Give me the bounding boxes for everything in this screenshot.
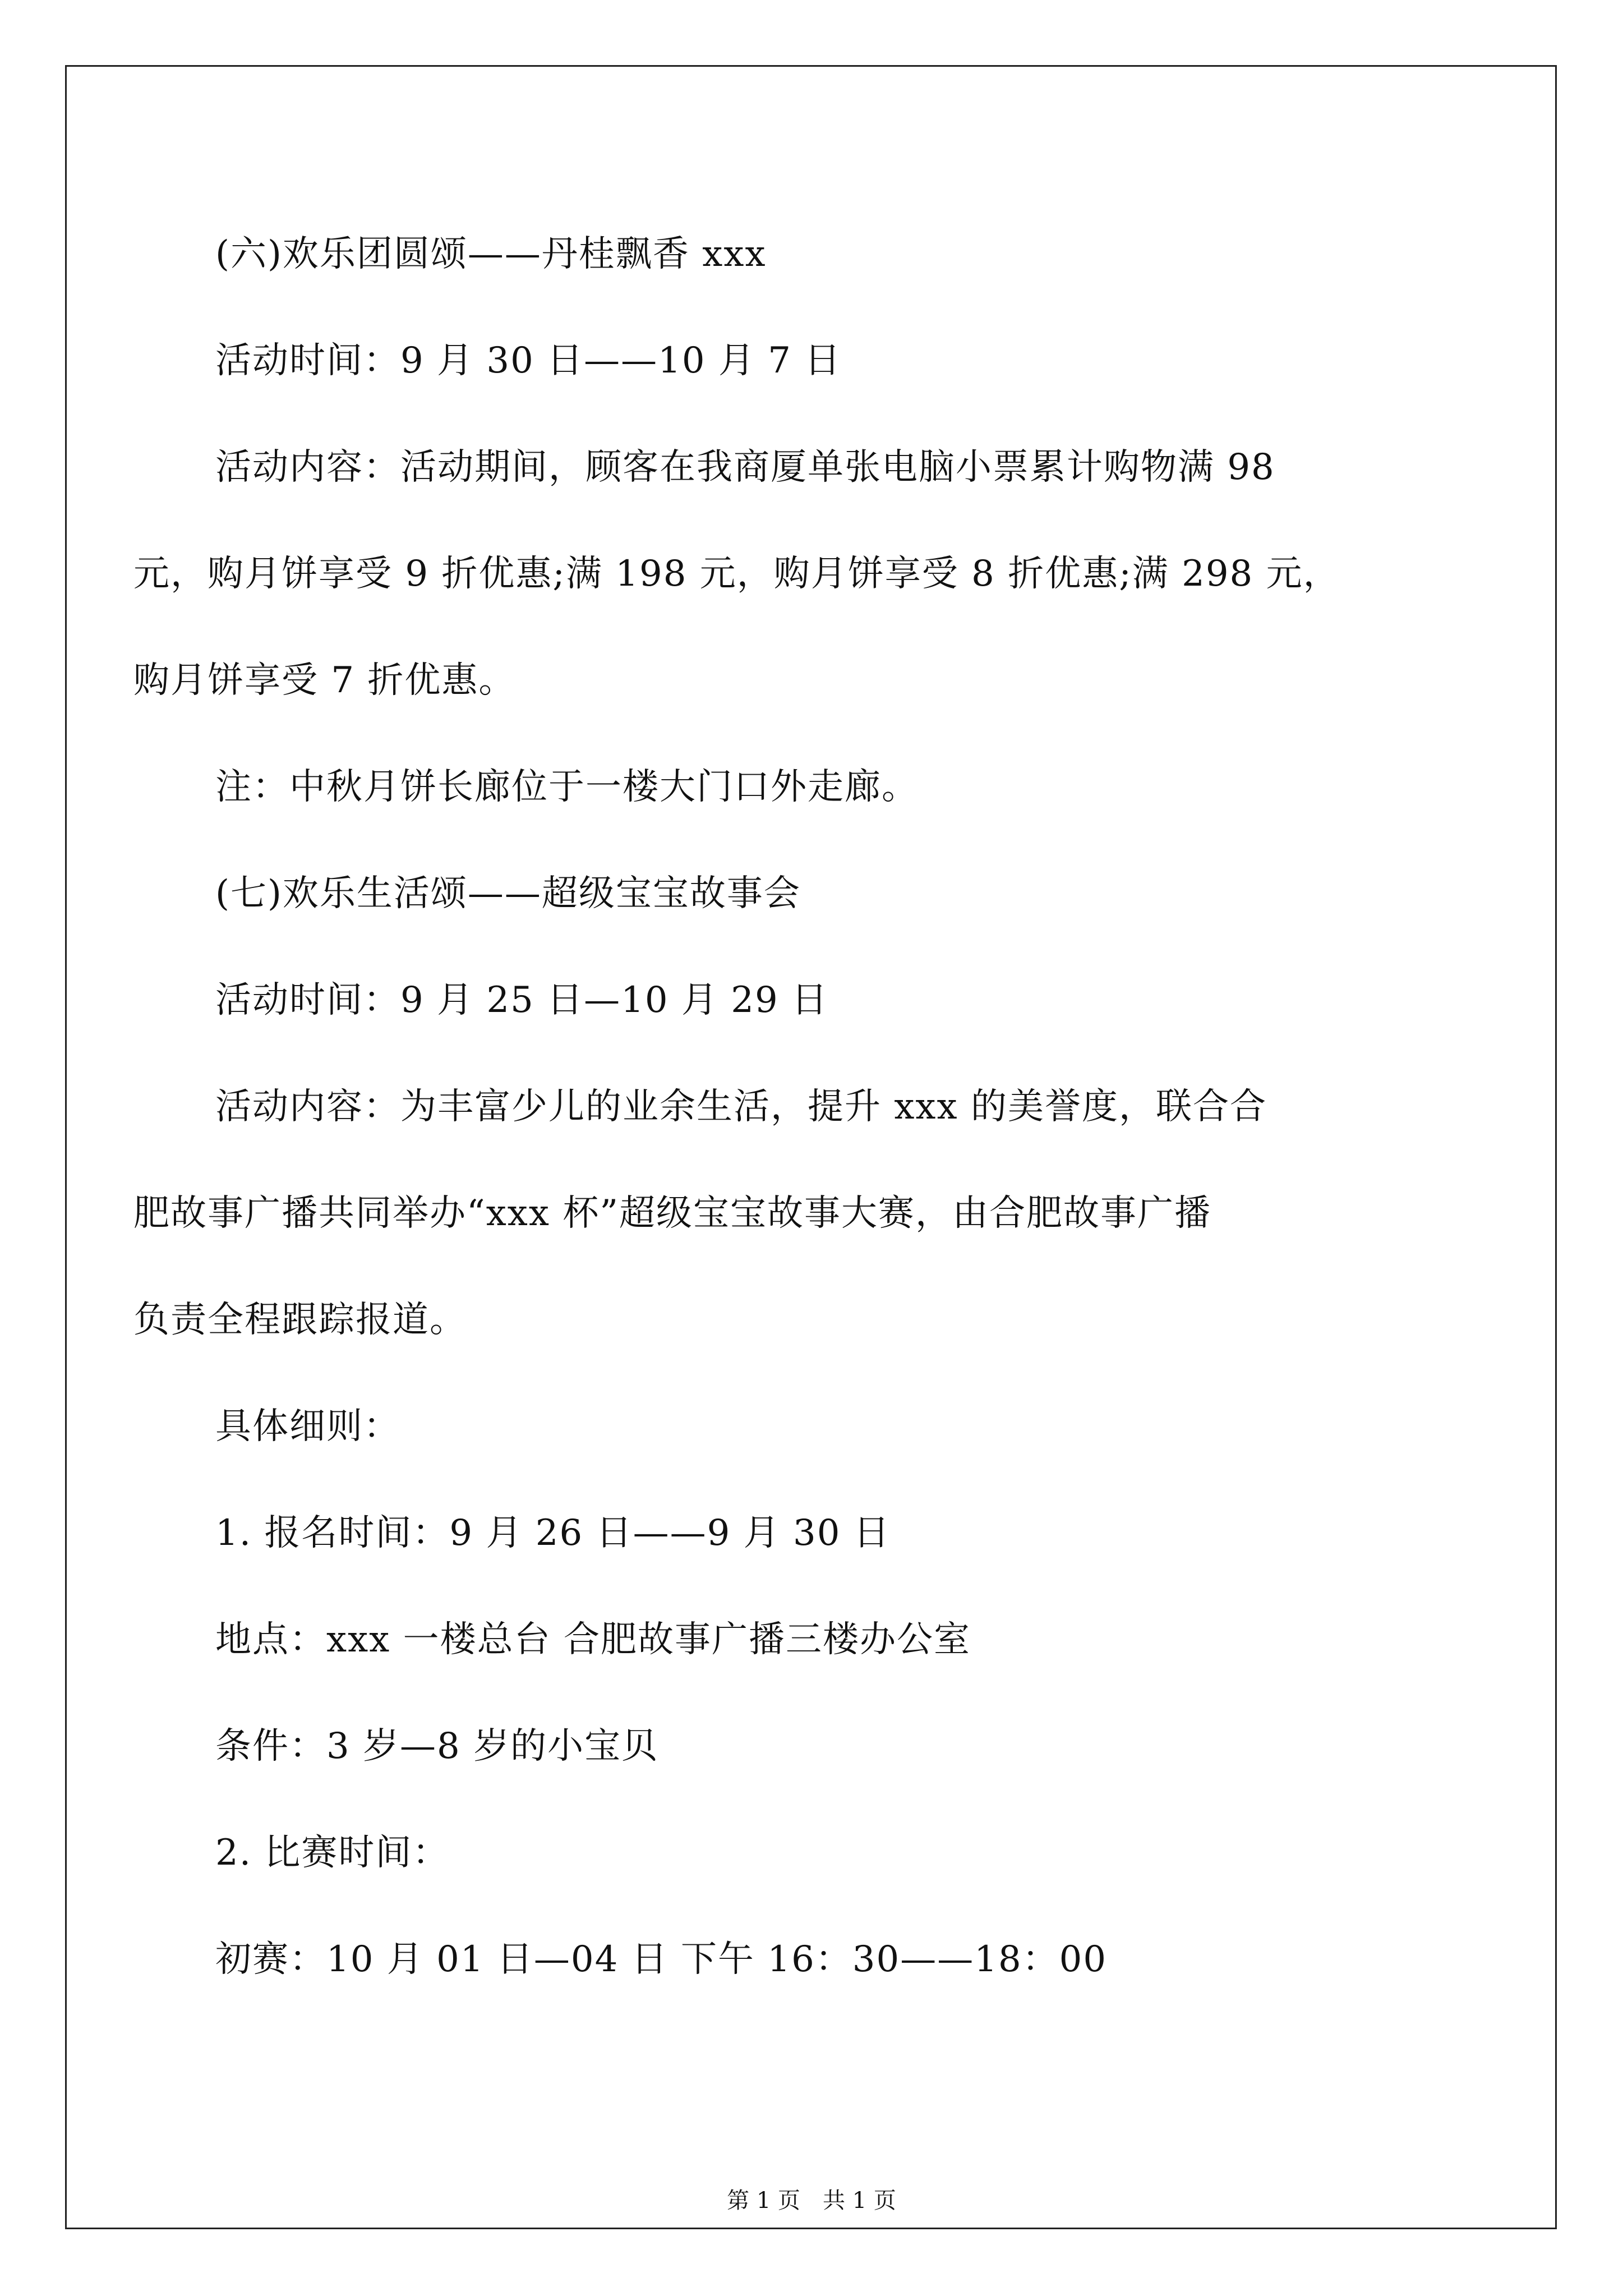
paragraph-line: 元，购月饼享受 9 折优惠;满 198 元，购月饼享受 8 折优惠;满 298 元， (133, 553, 1340, 595)
conditions-line: 条件：3 岁—8 岁的小宝贝 (215, 1726, 659, 1767)
details-heading: 具体细则： (215, 1406, 400, 1447)
section-heading-7: (七)欢乐生活颂——超级宝宝故事会 (215, 873, 801, 914)
list-item: 2. 比赛时间： (215, 1832, 450, 1874)
activity-time-line: 活动时间：9 月 30 日——10 月 7 日 (215, 340, 842, 381)
location-line: 地点：xxx 一楼总台 合肥故事广播三楼办公室 (215, 1619, 971, 1660)
section-heading-6: (六)欢乐团圆颂——丹桂飘香 xxx (215, 233, 767, 275)
activity-content-line: 活动内容：活动期间，顾客在我商厦单张电脑小票累计购物满 98 (215, 447, 1275, 488)
activity-content-line: 活动内容：为丰富少儿的业余生活，提升 xxx 的美誉度，联合合 (215, 1086, 1267, 1128)
paragraph-line: 购月饼享受 7 折优惠。 (133, 660, 516, 701)
list-item: 1. 报名时间：9 月 26 日——9 月 30 日 (215, 1512, 891, 1554)
page-number-footer: 第 1 页 共 1 页 (727, 2188, 896, 2214)
paragraph-line: 肥故事广播共同举办“xxx 杯”超级宝宝故事大赛，由合肥故事广播 (133, 1193, 1212, 1234)
preliminary-round-line: 初赛：10 月 01 日—04 日 下午 16：30——18：00 (215, 1939, 1108, 1980)
paragraph-line: 负责全程跟踪报道。 (133, 1299, 467, 1341)
activity-time-line: 活动时间：9 月 25 日—10 月 29 日 (215, 979, 829, 1021)
note-line: 注：中秋月饼长廊位于一楼大门口外走廊。 (215, 766, 919, 808)
